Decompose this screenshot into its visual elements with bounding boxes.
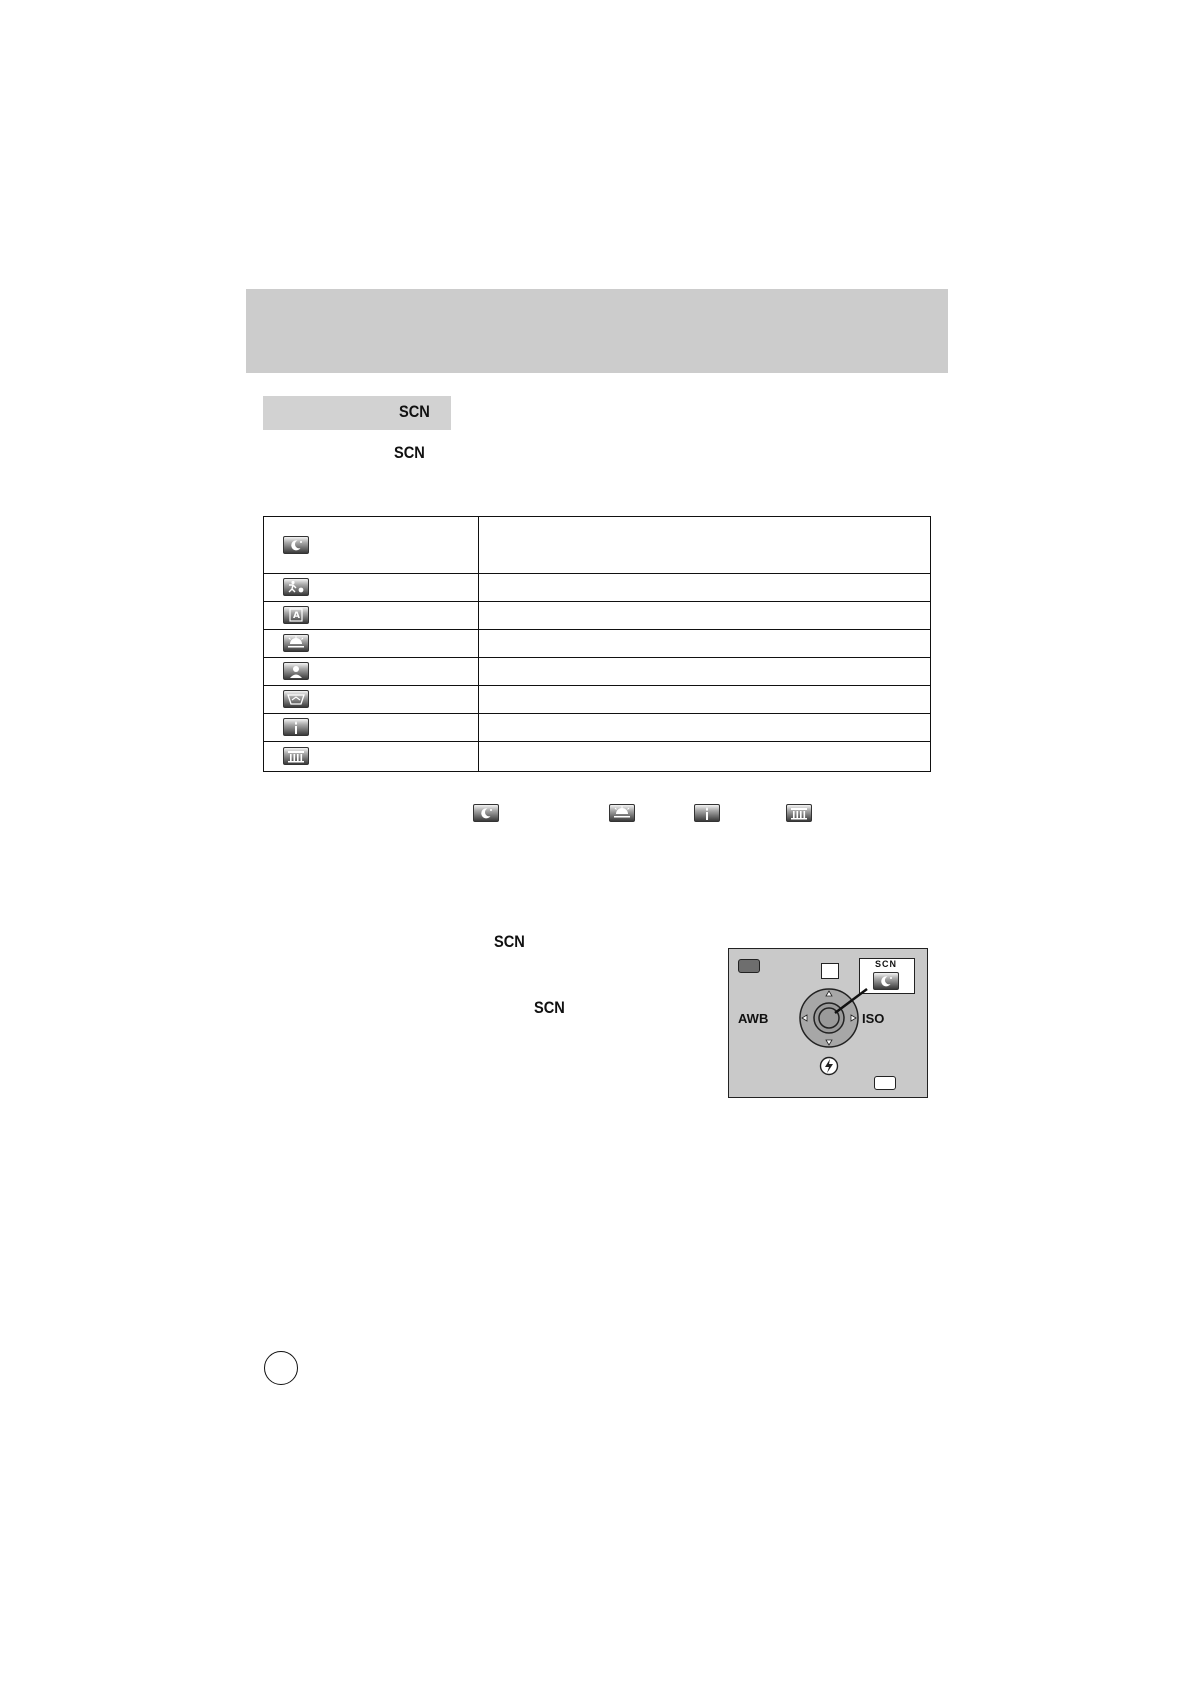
candlelight-icon [694,804,720,822]
sunset-icon [609,804,635,822]
frame-button[interactable] [821,963,839,979]
table-row-sunset [264,629,930,657]
flash-off-icon[interactable] [818,1055,840,1077]
table-row-museum [264,741,930,771]
inset-scn-label: SCN [875,959,898,969]
subheading-scn-label: SCN [399,402,430,421]
sunset-icon [283,634,309,652]
step1-scn-label: SCN [494,932,525,951]
four-way-dial[interactable] [789,983,909,1051]
night-scene-icon [283,536,309,554]
table-row-candlelight [264,713,930,741]
page-number-circle [264,1351,298,1385]
svg-text:A: A [293,611,300,621]
text-icon [283,606,309,624]
table-row-night-scene [264,517,930,573]
night-scene-icon [473,804,499,822]
portrait-icon [283,662,309,680]
museum-icon [283,747,309,765]
table-row-sports [264,573,930,601]
camera-control-diagram [728,948,928,1098]
section-subheading [263,396,451,430]
awb-label: AWB [738,1011,769,1026]
museum-icon [786,804,812,822]
table-row-portrait [264,657,930,685]
iso-label: ISO [862,1011,885,1026]
candlelight-icon [283,718,309,736]
mode-button[interactable] [738,959,760,973]
table-row-landscape [264,685,930,713]
scene-mode-table [263,516,931,772]
landscape-icon [283,690,309,708]
table-row-text [264,601,930,629]
sports-icon [283,578,309,596]
page-header-band [246,289,948,373]
menu-button[interactable] [874,1076,896,1090]
intro-scn-label: SCN [394,443,425,462]
step2-scn-label: SCN [534,998,565,1017]
